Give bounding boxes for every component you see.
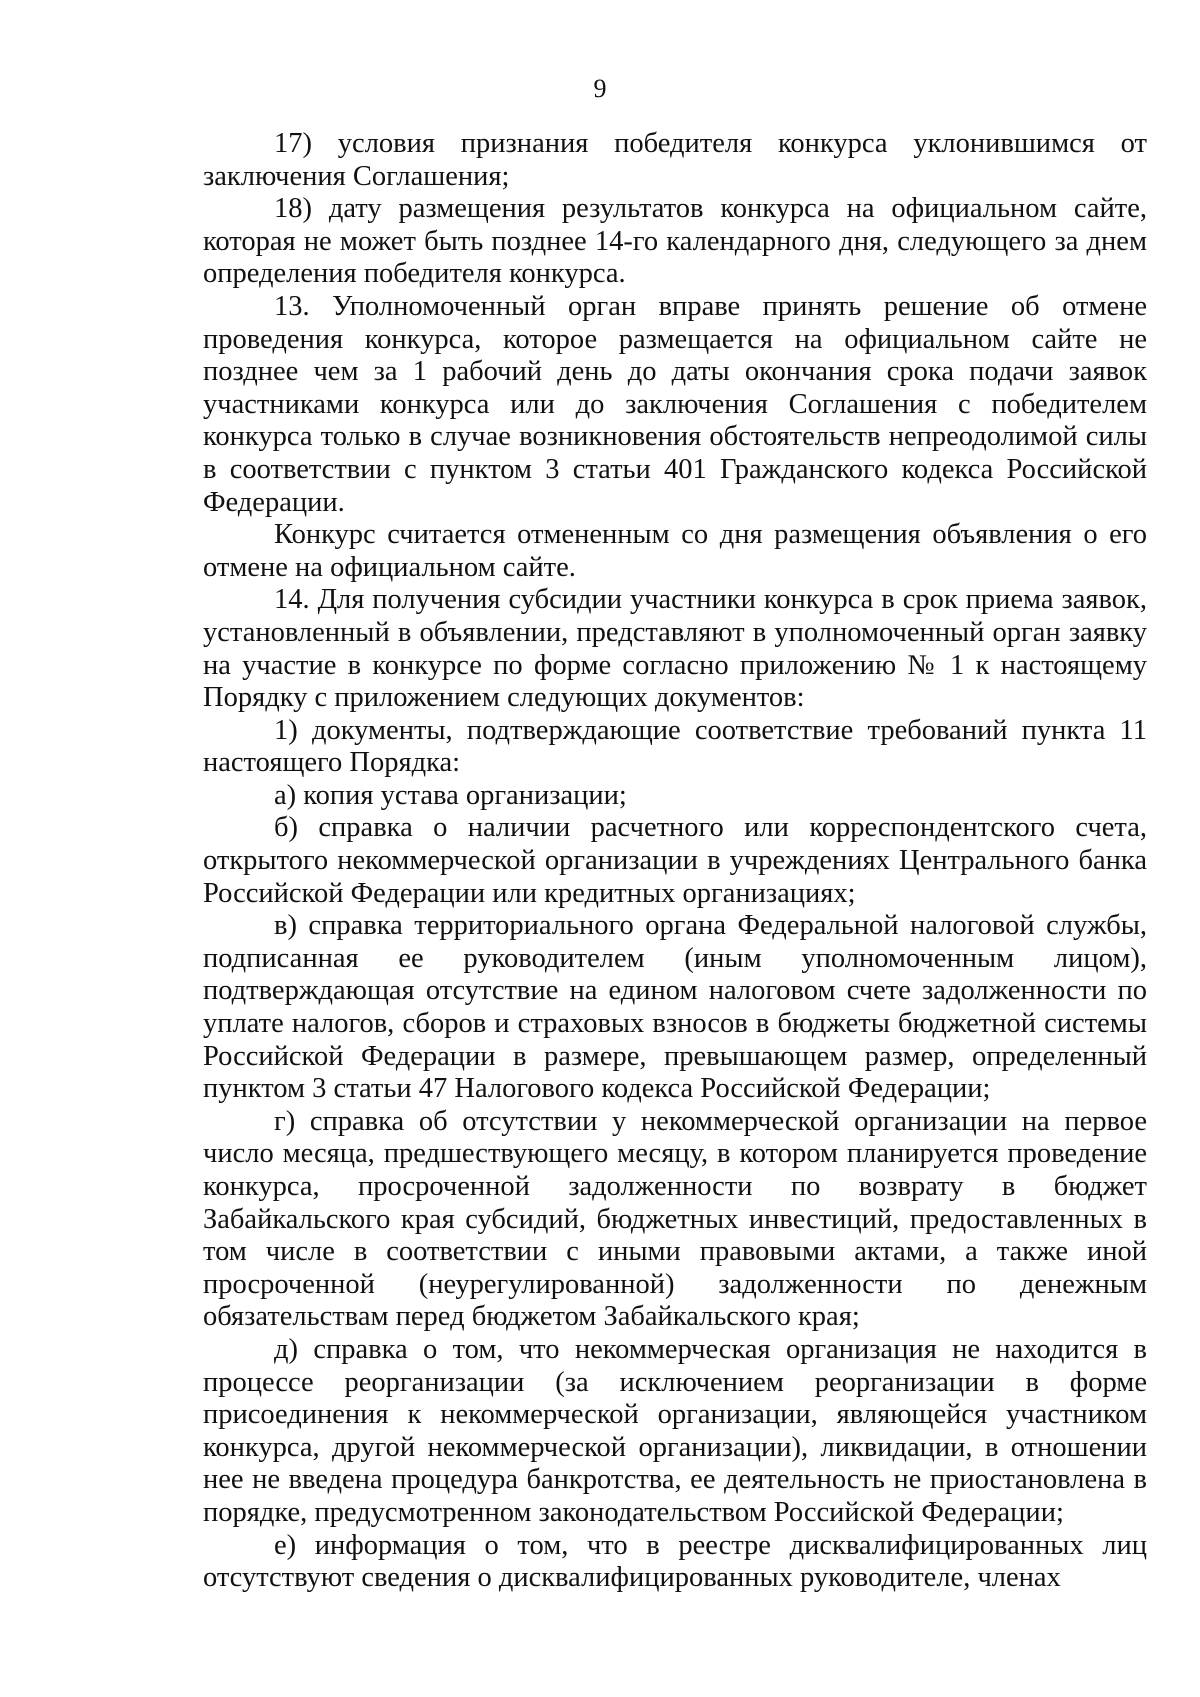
paragraph-14-item-1: 1) документы, подтверждающие соответствие требований пункта 11 настоящего Порядка: <box>203 714 1147 779</box>
subitem-e: е) информация о том, что в реестре дисквалифицированных лиц отсутствуют сведения о дисквалифицированных руководителе, членах <box>203 1529 1147 1594</box>
subitem-d: д) справка о том, что некоммерческая организация не находится в процессе реорганизации (за исключением реорганизации в форме присоединения к некоммерческой организации, являющейся участником конкурса, другой некоммерческой организации), ликвидации, в отношении нее не введена процедура банкротства, ее деятельность не приостановлена в порядке, предусмотренном законодательством Российской Федерации; <box>203 1333 1147 1528</box>
paragraph-item-18: 18) дату размещения результатов конкурса на официальном сайте, которая не может быть позднее 14-го календарного дня, следующего за днем определения победителя конкурса. <box>203 193 1147 290</box>
subitem-g: г) справка об отсутствии у некоммерческой организации на первое число месяца, предшествующего месяцу, в котором планируется проведение конкурса, просроченной задолженности по возврату в бюджет Забайкальского края субсидий, бюджетных инвестиций, предоставленных в том числе в соответствии с иными правовыми актами, а также иной просроченной (неурегулированной) задолженности по денежным обязательствам перед бюджетом Забайкальского края; <box>203 1105 1147 1333</box>
paragraph-contest-cancelled: Конкурс считается отмененным со дня размещения объявления о его отмене на официальном сайте. <box>203 519 1147 583</box>
document-body <box>203 128 1147 1595</box>
paragraph-13: 13. Уполномоченный орган вправе принять решение об отмене проведения конкурса, которое размещается на официальном сайте не позднее чем за 1 рабочий день до даты окончания срока подачи заявок участниками конкурса или до заключения Соглашения с победителем конкурса только в случае возникновения обстоятельств непреодолимой силы в соответствии с пунктом 3 статьи 401 Гражданского кодекса Российской Федерации. <box>203 290 1147 518</box>
subitem-v: в) справка территориального органа Федеральной налоговой службы, подписанная ее руководителем (иным уполномоченным лицом), подтверждающая отсутствие на едином налоговом счете задолженности по уплате налогов, сборов и страховых взносов в бюджеты бюджетной системы Российской Федерации в размере, превышающем размер, определенный пунктом 3 статьи 47 Налогового кодекса Российской Федерации; <box>203 910 1147 1105</box>
subitem-a: а) копия устава организации; <box>274 779 627 811</box>
subitem-b: б) справка о наличии расчетного или корреспондентского счета, открытого некоммерческой организации в учреждениях Центрального банка Российской Федерации или кредитных организациях; <box>203 812 1147 909</box>
page-number: 9 <box>593 74 607 103</box>
paragraph-item-17: 17) условия признания победителя конкурса уклонившимся от заключения Соглашения; <box>203 128 1147 192</box>
paragraph-14: 14. Для получения субсидии участники конкурса в срок приема заявок, установленный в объявлении, представляют в уполномоченный орган заявку на участие в конкурсе по форме согласно приложению № 1 к настоящему Порядку с приложением следующих документов: <box>203 584 1147 714</box>
